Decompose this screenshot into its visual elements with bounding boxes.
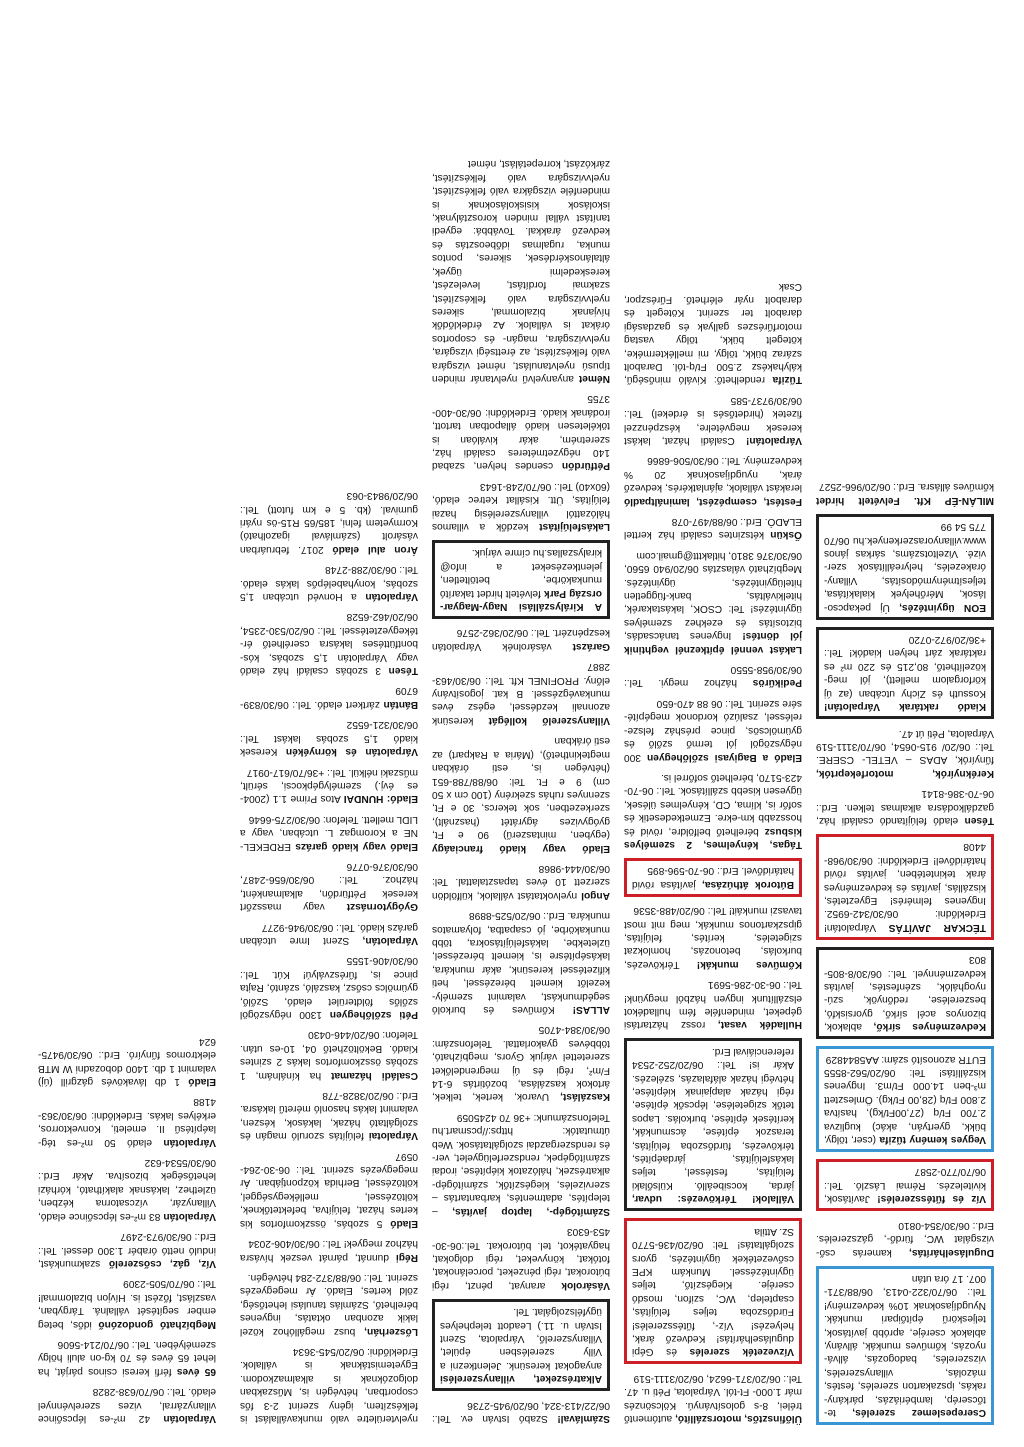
boxed-classified-ad	[816, 627, 994, 719]
ad-headline: Alkatrészeket, villanyszerelési	[440, 1373, 602, 1385]
boxed-classified-ad	[816, 514, 994, 620]
ad-text: vagy masszőrt keresek Pétfürdőn, alkalmanként, házhoz. Tel.: 06/30/656-2487, 06/30/376-0776	[240, 860, 418, 913]
ad-text: javítása rövid határidővel. Erd.: 06-70-596-895	[632, 865, 794, 890]
ad-text: 300 négyszögöl jól termő szőlő és gyümölcsös, pince présház felszereléssel, zsalúzó kordonok megépítésére szerint. Tel.: 06 88 470-650	[624, 697, 802, 763]
ad-text: kezdők a villamos hálózattól villanyszerelésig hazai felújítás, Ütt. Kisállat Ketrec eladó, (60x40) Tel.: 06/70/248-1643	[432, 480, 610, 533]
ad-text: autómentő trélei, 8-s golosítványú. Kölcsönzés már 1.000- Ft-tól. Várpalota, Péti u. 47. Tel.: 06/20/371-6624, 06/20/3111-519	[624, 1372, 802, 1424]
boxed-classified-ad	[624, 1038, 802, 1211]
classified-ad	[38, 1034, 216, 1088]
ad-headline: Péti szőlőhegyen	[329, 1009, 418, 1021]
ad-headline: Várpalotán	[163, 1136, 216, 1148]
ad-text: lerakást vállalok, ajánlatkérés, kedvező árak, nyugdíjasoknak 20 % kedvezmény. Tel.: 06/30/506-6866	[624, 455, 802, 494]
classified-ad	[624, 697, 802, 764]
classified-ad	[240, 954, 418, 1021]
ad-headline: Várpalotán	[365, 591, 418, 603]
ad-headline: Várpalotán és környékén	[285, 746, 418, 758]
ad-headline: Bántán	[383, 698, 418, 710]
classified-ad	[432, 1110, 610, 1217]
ad-text: dunnát, párnát veszek hívásra házhoz megyek! Tel.: 06/30/406-2034	[240, 1238, 418, 1263]
boxed-classified-ad	[816, 1159, 994, 1211]
classified-ad	[240, 610, 418, 677]
classified-ad	[38, 1385, 216, 1425]
ad-text: a Honvéd utcában 1,5 szobás, konyhabelépős lakás eladó. Tel.: 06/30/288-2748	[240, 564, 418, 603]
classified-ad	[432, 1225, 610, 1292]
ad-text: 83 m²-es lépcsőince eladó, Villanyzár, vízcsatorna kézben, üzlethez, lakásnak alakítható, kórházi lehetőségek bizosítva. Akár Erd.: 06/30/5534-632	[38, 1157, 216, 1222]
ad-text: vásárolnék Várpalotán keszpénzért. Tel.: 06/20/362-2576	[432, 627, 610, 652]
ad-text: nyelvoktatást vállalok, külföldön szerzett 10 éves tapasztalattal. Tel: 06/30/444-9868	[432, 862, 610, 901]
ad-text: kamerás csővizsgálat WC, fürdő-, gázszerelés. Erd.: 06/30/354-0810	[816, 1219, 994, 1258]
ad-text: Szabó István ev. Tel.: 06/22/413-324, 06/20/945-2736	[432, 1399, 610, 1424]
ad-headline: Lakásfelújítást	[539, 521, 610, 533]
ad-text: Keresek kiadó 1,5 szobás lakást Tel.: 06/30/321-6552	[240, 719, 418, 758]
ad-headline: ALLAS!	[572, 1004, 610, 1016]
ad-text: anyagokat keresünk. Jelentkezni a Villy szerelésben épület, Villanyszerelő, Várpalota, Szent István u. 11.) Leadott telephelyes ügyfélszolgálat. Tel.	[440, 1306, 602, 1371]
classified-ad	[816, 480, 994, 507]
ad-headline: Kiadó raktárak Várpalotán!	[824, 701, 986, 713]
ad-text: fűnyírók, ADAS – VETEL- CSERE. Tel.: 06/20/ 915-0654, 06/70/3111-519 Várpalota, Péti út 47.	[816, 727, 994, 766]
ad-text: csendes helyen, szabad 140 négyzetméteres családi ház, szeretném, akár kiválóan is tökéletesen kiadó állapotban tartott, irodának kiadó. Erdeklődni: 06/30-400-3755	[432, 393, 610, 472]
classified-ad	[816, 726, 994, 780]
ad-headline: Duguláselhárítás,	[891, 1246, 994, 1258]
ad-text: felújítás szoruló magán és szolgáltató házak, lakások, készen, valamint lakás hasonló méretű lakásra. Erd.: 06/20/3828-778	[240, 1090, 418, 1142]
ad-text: (cser, tölgy, bükk, gyertyán, akác) kuglizva 2.700 Ft/q (27,00Ft/kg), hasítva 2.800 Ft/q (28,00 Ft/kg). Ömlesztett m³-ben 14.000 Ft/m3. Ingyenes kiszállítás! Tel: 06/20/562-8555 EUTR azonosító szám: AA5844829	[824, 1053, 986, 1146]
classified-ad	[240, 489, 418, 556]
ads-column-5	[38, 1027, 216, 1425]
ad-text: Javítások, kivitelezés. Rémai László. Tel.: 06/70/770-2587	[824, 1166, 986, 1205]
ad-headline: Tűzifa	[772, 374, 802, 386]
classified-ad	[38, 1338, 216, 1378]
classified-ad	[240, 1149, 418, 1229]
boxed-classified-ad	[816, 834, 994, 940]
classified-ad	[432, 1398, 610, 1425]
ad-headline: Tésen	[388, 665, 418, 677]
ad-headline: Áron alul eladó	[332, 543, 418, 555]
ad-headline: Kőműves munkák!	[696, 958, 802, 970]
ads-column-2	[624, 272, 802, 1425]
classified-ad	[624, 904, 802, 971]
ad-text: busz megállóhoz közel lakik azonban oktatás, ingyenes bérelhető, Számlás tanulási lehetőség, zöld kertes, Eladó. Ár megegyezés szerint. Tel.: 06/88/372-284 hétvégén.	[240, 1271, 418, 1337]
classified-ad	[432, 626, 610, 653]
ad-text: 5 szobás, összkomfortos kis kertes házat, felújítva, befektetőknek, költözéssel, mellékegységgel, költözéssel, Berhida központjában. Ár megegyezés szerint. Tel.: 06-30-264-0597	[240, 1150, 418, 1229]
ad-text: kőműves állásra. Erd.: 06/20/966-2527	[819, 481, 994, 493]
ad-text: Családi házat, lakást keresek megvételre, készpénzzel fizetek (hirdetősés is érdekel) Tel.: 06/30/9737-585	[624, 394, 802, 446]
ad-headline: Várpalotán!	[745, 435, 802, 446]
ad-text: Kossuth és Zichy utcában (az új körforgalom mellett), jól megközelíthető, 80,215 és 220 m² es raktárak zárt helyen kiadók! Tel.: +36/20/972-0720	[824, 634, 986, 699]
ad-headline: Vízvezeték szerelés	[689, 1346, 794, 1358]
ad-headline: Őskün	[770, 529, 802, 541]
ad-headline: Eladó vagy kiadó garázs	[295, 840, 418, 852]
ad-text: anyanyelvű nyelvtanár minden típusú nyelvtanulást, német vizsgára való felkészítést, az érettségi vizsgára, nyelvvizsgára, magán- és csoportos órákat is vállalok. Az érdeklődők hívjanak bizalommal, sikeres nyelvvizsgára való felkészítést, szakmai fordítást, levelezést, kereskedelmi ügyek, általánoskérdések, sikeres, pontos munka, rugalmas időbeosztás és kedvező árakkal. Továbbá: egyedi tanítást vállal minden korosztálynak, iskolások kisiskolásoknak is mindenféle vizsgákra való felkészítést, nyelvvizsgára való felkészítést, zárkózást, korrepetálást, német	[432, 158, 610, 384]
ad-text: járda, kocsibeálló. Külsőlaki felújítás, festéssel, teljes lakásfelújítás, járdaépítés, térkövezés, fürdőszoba felújítás, teraszok építése, ácsmunkák, kerítések építése, burkolás. Lapos tetők szigetelése, lépcsők építése, régi házak alapjainak kiépítése, hétvégi házak aláfalazás, szélezés. Akár is! Tel.: 06/20/252-2534 referenciáival Erd.	[632, 1045, 794, 1191]
classified-ad	[38, 1095, 216, 1149]
ad-text: zártkert eladó. Tel.: 06/30/839-6709	[240, 685, 418, 710]
ad-headline: Pétfürdőn	[561, 460, 610, 472]
ad-text: 1300 négyszögöl szőlős földterület eladó, Szőlő, gyümölcs csősz, kaszáló, szántó, Rajta pince is, fűrészvályú! Kút. Tel.: 06/30/406-1555	[240, 955, 418, 1021]
ad-headline: Számítógép-, laptop javítás,	[452, 1205, 610, 1217]
classified-ad	[240, 1028, 418, 1082]
classified-ad	[432, 1023, 610, 1103]
ad-headline: Tágas, kényelmes, 2 személyes kisbusz	[624, 825, 802, 850]
ad-headline: Várpalotán	[163, 1413, 216, 1424]
ad-text: Uvarok, kertek, telkek, ártokok kaszálása, bozótirtás 6-14 F/m², régi és új megrendelőket szeretettel várjuk Gyors, megbízható, többéves gyakorlattal. Telefonszám: 06/30/384-4705	[432, 1024, 610, 1103]
ad-text: Atos Prime 1.1 (2004-es évj.) személygépkocsi, sérült, műszaki nélkül. Tel.: +36/70/617-0917	[240, 766, 418, 805]
ad-headline: Cserepeslemez szerelés,	[852, 1407, 986, 1418]
ad-headline: Eladó vagy kiadó franciaágy	[432, 842, 610, 854]
ad-headline: Várpalotán	[163, 1210, 216, 1222]
ad-headline: Ülőfinsztős, motorszállító,	[675, 1413, 802, 1424]
classified-ad	[624, 978, 802, 1032]
ad-text: kétszintes családi ház kerttel ELADÓ. Erd.: 06/88/497-078	[624, 516, 802, 541]
ad-text: aranyat, pénzt, régi bútorokat, régi pénzeket, porcelánokat, fotókat, könyveket, régi dolgokat, hagyatékot, tel. bútorokat. Tel.:06-30-453-6303	[432, 1226, 610, 1291]
classified-ad	[624, 663, 802, 690]
boxed-classified-ad	[624, 858, 802, 897]
ad-headline: Lőszerhán,	[364, 1325, 418, 1337]
ad-headline: TÉCKAR JAVÍTÁS	[888, 921, 986, 933]
ad-text: 3 szobás családi ház eladó vagy Várpalotán 1,5 szobás, kósbontfüttéses lakásra cserélhető értékegyeztetéssel. Tel.: 06/20/530-2354, 06/20/462-6528	[240, 611, 418, 677]
ad-headline: Festést, csempézést, lamináltpadló	[624, 495, 802, 507]
ad-text: és Gépi duguláselhárítás! Kedvező árak, helyezés! Víz-, fűtésszerelés! Fürdőszoba teljes felújítás, csaptelep, WC, szifon, mosdó cseréje. Kiegészítő, teljes ügyintézéssel. Munkám KPE csővezetékek ügyintézés, gyors szolgáltatás! Tel: 06/20/436-5770 Sz. Attila	[632, 1225, 794, 1358]
ad-headline: Villanyszerelő kollégát	[488, 714, 610, 726]
classified-ad	[432, 660, 610, 727]
ad-headline: Eladó a Bagiyasi szőlőhegyen	[647, 751, 802, 763]
ad-text: nyelvterületre való munkavállalást is felkészítem, igény szerint 2-3 fős csoportban, hétvégén is, Műszakban dolgozóknak is alkalmazkodom. Egyetemistáknak is vállalok. Érdeklődni: 06/20/545-3634	[240, 1345, 418, 1424]
ad-headline: Vásárolok	[561, 1279, 610, 1291]
classified-ad	[240, 684, 418, 711]
ad-headline: Eladó: HUNDAI	[343, 793, 418, 805]
ad-text: rossz háztartási gépeket, mindenféle fém hulladékot elszállítunk ingyen házból megyünk! Tel.: 06-30-286-5691	[624, 979, 802, 1031]
ad-headline: Angol	[581, 889, 610, 901]
classified-ad	[240, 920, 418, 947]
ad-headline: EON ügyintézés,	[899, 601, 986, 613]
ad-text: idős, beteg ember segítését vállalná. Tárgyban, vaszlást, főzést is. Hívjon bizalommal! Tel.: 06/70/505-2309	[38, 1278, 216, 1330]
boxed-classified-ad	[816, 1046, 994, 1152]
ad-headline: 65 éves	[176, 1365, 216, 1377]
ad-text: felvételt hirdet takarító munkakörbe, betöltetlen, jelentkezéseket a info@ kiralyszallas.hu címre várjuk.	[440, 547, 602, 599]
ad-headline: Régi	[395, 1251, 418, 1263]
classified-ad	[432, 392, 610, 472]
classified-ad	[624, 515, 802, 542]
classified-ad	[816, 1218, 994, 1258]
ad-text: házhoz megyi. Tel.: 06/30/958-5550	[624, 664, 802, 689]
ad-text: ablakok, bizonyos acél sírkő, gyorsiskfó, beszerelése, redőnyök, szúnyoghálók, szénfestés, javítás kedvezménnyel. Tel.: 06/30/8-805-803	[824, 954, 986, 1033]
ad-text: eladó 50 m²-es téglaépítésű II. emeleti, Konvektorros, erkélyes lakás. Erdeklődni: 06/30/363-4188	[38, 1096, 216, 1148]
classified-ad	[432, 479, 610, 533]
ad-headline: Vállalok! Térkövezés: udvar,	[632, 1193, 794, 1205]
boxed-classified-ad	[432, 540, 610, 619]
classified-ad	[38, 1156, 216, 1223]
ad-headline: Kedvezményes sírkő,	[873, 1021, 986, 1033]
ad-text: ERDEKELNE a Koromgaz L. utcában, vagy a LIDL mellett. Telefon: 06/30/275-6646	[240, 813, 418, 852]
classified-ad	[240, 860, 418, 914]
ad-headline: Keréknyírók, motorfekeprtók,	[816, 767, 994, 779]
ad-headline: Gyógytornászt	[346, 901, 418, 913]
ad-headline: Víz, gáz, csőszerelő	[108, 1257, 216, 1269]
classified-ad	[240, 718, 418, 758]
classified-ad	[240, 1089, 418, 1143]
classified-ad	[240, 1345, 418, 1425]
ad-headline: Eladó	[188, 1076, 216, 1088]
ad-headline: Bútorok áthúzása,	[702, 878, 794, 890]
boxed-classified-ad	[816, 1266, 994, 1425]
ad-text: Szent Imre utcában garázs kiadó. Tel.: 06/30/946-9277	[240, 921, 418, 946]
ad-headline: Várpalotai	[368, 1130, 418, 1142]
classified-ad	[38, 1230, 216, 1270]
ad-headline: Várpalotán,	[362, 935, 418, 946]
classified-ad	[240, 563, 418, 603]
classified-ad	[624, 1371, 802, 1425]
ad-text: rendelhető: Kiváló minőségű, kályhakész 2.500 Ft/q-tól. Darabolt száraz bükk, tölgy, mi mellékterméke, kötegelt bükk, tölgy vastag motorfűrészes gallyak és gazdasági darabolt ter szerint. Kötegelt és darabolt nyár elérhető. Fűrészpor, Csak	[624, 280, 802, 386]
ad-headline: Családi házamat	[331, 1069, 418, 1081]
classified-ad	[432, 909, 610, 1016]
ad-headline: Garázst	[572, 640, 610, 652]
classified-ad	[240, 812, 418, 852]
ad-headline: Víz és fűtésszerelés!	[877, 1193, 986, 1205]
ad-text: Új pekapcsolások, Mérőhelyek kialakítása, teljesítménymódosítás, Villanyórakezelés, helyreállítások szervizé. Vizeltotszáms, sárkas jános www.villanyoraszerkenyek.hu 06/70 775 54 99	[824, 521, 986, 613]
ad-headline: Hulladék vasat,	[717, 1019, 802, 1031]
classified-ad	[432, 157, 610, 385]
ad-text: keresünk azonnali kezdéssel, egész éves munkavégzéssel. B kat. jogosítvány előny. PROFINEL Kft. Tel.: 06/30/463-2887	[432, 661, 610, 726]
classified-ad	[38, 1277, 216, 1331]
ad-text: (egyben, mintaszerű) 90 e Ft, gyógyvizes ágyrátét (használt), szerkezetben, sok tekercs, 30 e Ft, szennyes ruhás szekrény (100 cm x 50 cm) 9 e Ft. Tel: 06/88/788-651 (hétvégen is, esti órákban megtekinthető), (Mária a Rakpart) az esti órákban	[432, 735, 610, 841]
ad-headline: Kaszálást,	[560, 1091, 610, 1103]
ad-headline: A Királyszállási Nagy-Magyarország Park	[440, 587, 602, 613]
classified-ad	[240, 1237, 418, 1264]
classified-ad	[240, 765, 418, 805]
ad-headline: Eladó	[390, 1217, 418, 1229]
classified-ad	[816, 787, 994, 827]
ad-text: szakmunkást, induló nettó órabér 1.300 dessel. Tel.: Erd.: 06/30/973-2497	[38, 1231, 216, 1269]
ad-headline: Számlával!	[557, 1413, 610, 1424]
ad-text: – telepítés, adatmentés, karbantartás – szervizelés, kiegészítők, számítógép- alkatrészek, hálózatok kiépítése, irodai számítógépek, rendszerfelügyelet, ver- és rendszergazdai szolgáltatások. Web útmutatók: https://pcsmart.hu Telefonszámunk: +36 70 4245059	[432, 1111, 610, 1217]
ad-text: 2017. februárban vásárolt (számlával igazolható) Kormyetem felni, 185/65 R15-ös nyári gumival. (kb. 5 e km futott) Tel.: 06/20/9843-063	[240, 490, 418, 555]
ad-text: Térkövezés, burkolás, betonozás, homlokzat szigetelés, kerítés, felújítás, gipszkartonos munkák, meg mit most tavaszi munkáit! Tel.: 06/20/488-3536	[624, 905, 802, 970]
ad-text: eladó felújítandó családi ház, gazdálkodásra alkalmas telken. Erd.: 06-70-386-8141	[816, 788, 994, 826]
ad-text: 42 m²-es lépcsőince villanyzárral, vizes szerelvénnyel eladó. Tel.: 06/70/638-2828	[38, 1386, 216, 1424]
classified-ad	[240, 1271, 418, 1338]
ad-text: 1 db lávakövés gázgrill (új) valamint 1 db. 1400 dobozadni W MTB elektromos fűnyíró. Erd.: 06/30/9475-624	[38, 1035, 216, 1088]
boxed-classified-ad	[816, 947, 994, 1039]
classified-ad	[624, 548, 802, 655]
boxed-classified-ad	[432, 1299, 610, 1391]
ad-text: ha kínálnám, 1 szobás összkomfortos lakás 2 szintes Kiadó. Beköltözhető 04, 10-es után. Telefon: 06/20/446-0430	[240, 1029, 418, 1081]
ad-text: Ingyenes tanácsadás, biztosítás és ezekhez személyes ügyintézés! Tel: CSOK, lakástakarék, hitelkiváltás, bank-független hitelügyintézés, ügyintézés. Megbízható választás 06/20/940 6560, 06/30/376 3810, hitlakttt@gmail.com	[624, 549, 802, 642]
ad-text: Várpalotán! Erdeklődni: 06/30/342-6952. Ingyenes felmérés! Egyeztetés, kiszállás, javítás és kedvezményes árak tekintetében, javítás rövid határidővel! Erdeklődni: 06/30/968-4408	[824, 841, 986, 933]
ad-text: Kőműves és burkoló segédmunkást, valamint személykezelőt kiemelt bérezéssel, heti kifizetéssel keresünk, akár munkára, lakásépítésre is, kiemelt bérezéssel, üzletekbe, lakásfelújításokra, több munkakörbe, jó csapatba, folyamatos munkára. Erd.: 06/20/525-8898	[432, 910, 610, 1016]
classified-ad	[624, 771, 802, 851]
classified-ad	[624, 279, 802, 386]
boxed-classified-ad	[624, 1218, 802, 1364]
ad-text: bérelhető belföldre, rövid és hosszabb km-ekre. Ezmetkedesetik és sofőr is, klíma, CD, kényelmes ülések, ügyesen kisebb szállítások. Tel.: 06-70-423-5170, bérelhető sofőrrel is.	[624, 771, 802, 837]
ad-text: férfi keresi csinos párját, ha lehet 65 éves és 70 kg-on aluli hölgy személyében. Tel.: 06/70/214-5606	[38, 1338, 216, 1377]
classified-ad	[432, 734, 610, 855]
ad-text: tetőcserép, lambériázás, párkányrakás, ipszakarton szerelés, festés, mázolás, villanyszerelés, vizszerelés, badogozás, állványozás, kőműves munkák, állvány, ablakok cseréje, apróbb javítások, teljeskörű építőipari munkák. Nyugdíjasoknak 10% kedvezmény! Tel.: 06/70/322-0413, 06/88/371-007. 17 óra után	[824, 1272, 986, 1418]
ad-headline: Német	[578, 372, 610, 384]
classified-ad	[624, 454, 802, 508]
ad-headline: Vegyes kemény tűzifa	[879, 1134, 986, 1146]
ads-column-1	[816, 473, 994, 1425]
classified-ad	[624, 393, 802, 447]
ads-column-3	[432, 150, 610, 1425]
ad-headline: MILÁN-ÉP Kft. Felvételt hirdet	[816, 494, 994, 506]
ad-headline: Tésen	[964, 814, 994, 826]
ad-headline: Lakást vennél építkeznél veghtinik jól döntés!	[624, 630, 802, 655]
ads-column-4	[240, 482, 418, 1425]
ad-headline: Megbízható gondozónő	[98, 1318, 216, 1330]
classified-ad	[432, 862, 610, 902]
ad-headline: Pedikűrös	[752, 677, 802, 689]
